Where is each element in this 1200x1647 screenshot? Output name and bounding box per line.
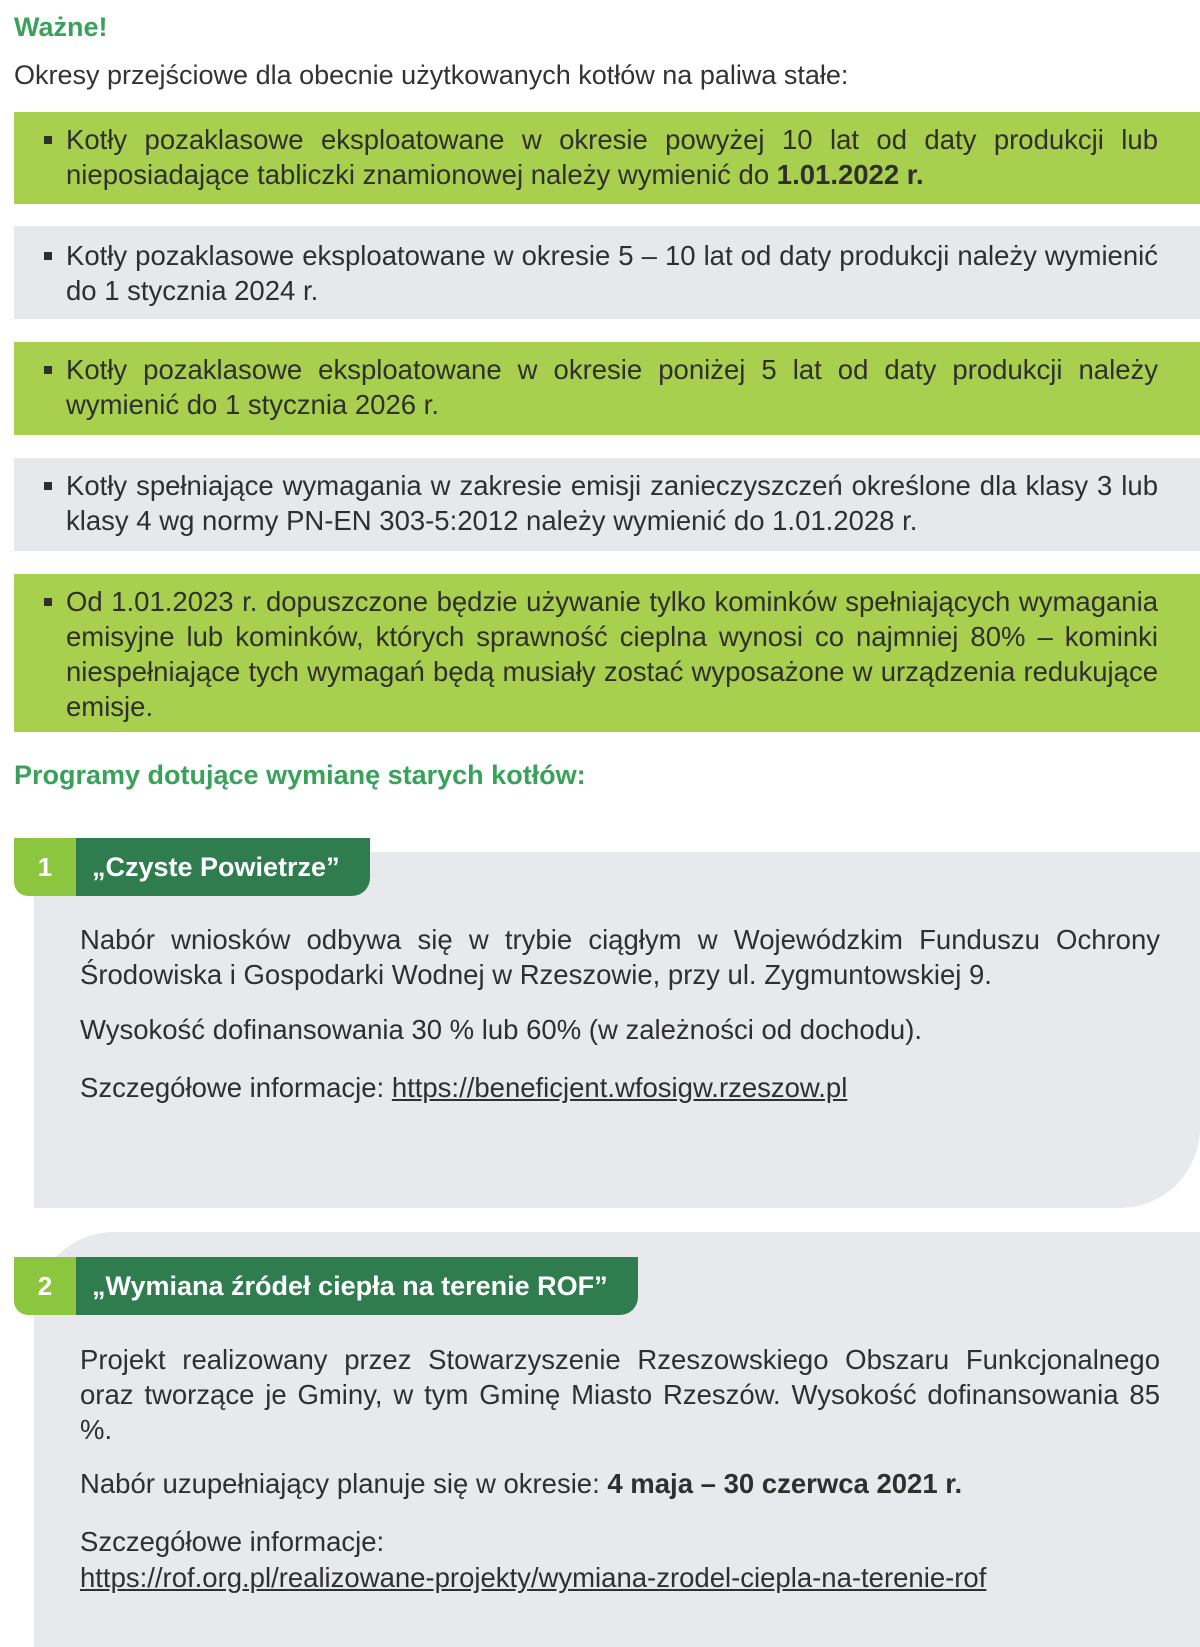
notice-5 — [14, 574, 1200, 732]
notice-3-text: Kotły pozaklasowe eksploatowane w okresie poniżej 5 lat od daty produkcji należy wymienić do 1 stycznia 2026 r. — [66, 354, 1158, 420]
notice-1-date: 1.01.2022 r. — [776, 159, 924, 190]
intro-text: Okresy przejściowe dla obecnie użytkowanych kotłów na paliwa stałe: — [14, 60, 849, 90]
program-1-tab — [14, 838, 370, 896]
notice-3 — [14, 342, 1200, 435]
notice-4-text: Kotły spełniające wymagania w zakresie emisji zanieczyszczeń określone dla klasy 3 lub klasy 4 wg normy PN-EN 303-5:2012 należy wymienić do 1.01.2028 r. — [66, 470, 1158, 536]
program-2-info — [80, 1560, 1160, 1595]
program-2-recruitment-text: Nabór uzupełniający planuje się w okresie: — [80, 1468, 608, 1499]
program-1-description: Nabór wniosków odbywa się w trybie ciągłym w Wojewódzkim Funduszu Ochrony Środowiska i Gospodarki Wodnej w Rzeszowie, przy ul. Zygmuntowskiej 9. — [80, 924, 1160, 990]
notice-5-text: Od 1.01.2023 r. dopuszczone będzie używanie tylko kominków spełniających wymagania emisyjne lub kominków, których sprawność cieplna wynosi co najmniej 80% – kominki niespełniające tych wymagań będą musiały zostać wyposażone w urządzenia redukujące emisje. — [66, 586, 1158, 722]
program-2-link[interactable]: https://rof.org.pl/realizowane-projekty/wymiana-zrodel-ciepla-na-terenie-rof — [80, 1562, 987, 1593]
program-1-funding: Wysokość dofinansowania 30 % lub 60% (w zależności od dochodu). — [80, 1014, 923, 1045]
notice-2 — [14, 226, 1200, 319]
programs-heading: Programy dotujące wymianę starych kotłów: — [14, 760, 586, 790]
program-2-title: „Wymiana źródeł ciepła na terenie ROF” — [76, 1257, 638, 1315]
notice-4 — [14, 458, 1200, 551]
program-2-description: Projekt realizowany przez Stowarzyszenie Rzeszowskiego Obszaru Funkcjonalnego oraz tworzące je Gminy, w tym Gminę Miasto Rzeszów. Wysokość dofinansowania 85 %. — [80, 1344, 1160, 1445]
notice-2-text: Kotły pozaklasowe eksploatowane w okresie 5 – 10 lat od daty produkcji należy wymienić do 1 stycznia 2024 r. — [66, 240, 1158, 306]
bullet-icon — [44, 366, 52, 374]
program-1-title: „Czyste Powietrze” — [76, 838, 370, 896]
notice-1-text: Kotły pozaklasowe eksploatowane w okresie powyżej 10 lat od daty produkcji lub nieposiadające tabliczki znamionowej należy wymienić do — [66, 124, 1158, 190]
program-2-recruitment — [80, 1466, 1160, 1501]
important-heading: Ważne! — [14, 12, 108, 42]
program-2-number: 2 — [14, 1257, 76, 1315]
program-1-number: 1 — [14, 838, 76, 896]
bullet-icon — [44, 482, 52, 490]
program-2-recruitment-dates: 4 maja – 30 czerwca 2021 r. — [607, 1468, 963, 1499]
bullet-icon — [44, 252, 52, 260]
bullet-icon — [44, 598, 52, 606]
program-2-tab — [14, 1257, 638, 1315]
bullet-icon — [44, 136, 52, 144]
program-1-link[interactable]: https://beneficjent.wfosigw.rzeszow.pl — [391, 1072, 848, 1103]
program-2-info-label: Szczegółowe informacje: — [80, 1526, 385, 1557]
program-1-info-label: Szczegółowe informacje: — [80, 1072, 392, 1103]
program-1-info — [80, 1070, 1160, 1105]
notice-1 — [14, 112, 1200, 204]
